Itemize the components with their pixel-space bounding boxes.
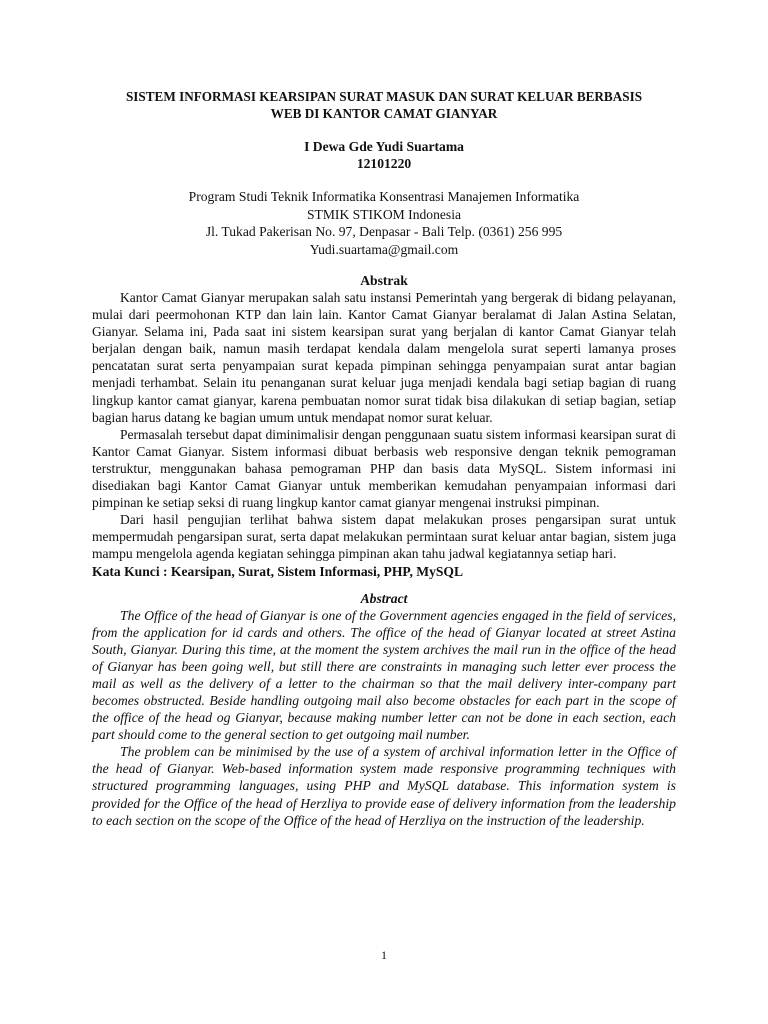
paper-title-line: SISTEM INFORMASI KEARSIPAN SURAT MASUK DAN SURAT KELUAR BERBASIS (125, 89, 643, 104)
paper-title (92, 88, 676, 122)
paper-title-line: WEB DI KANTOR CAMAT GIANYAR (270, 106, 498, 121)
abstract-paragraph: The problem can be minimised by the use of a system of archival information letter in the Office of the head of Gianyar. Web-based information system made responsive programming techniques with structured programming languages, using PHP and MySQL database. This information system is provided for the Office of the head of Herzliya to provide ease of delivery information from the leadership to each section on the scope of the Office of the head of Herzliya on the instruction of the leadership. (92, 744, 676, 828)
page-number: 1 (381, 948, 387, 962)
author-email: Yudi.suartama@gmail.com (309, 241, 459, 257)
keywords: Kata Kunci : Kearsipan, Surat, Sistem Informasi, PHP, MySQL (92, 563, 464, 579)
paper-content (92, 88, 676, 829)
abstrak-heading: Abstrak (360, 273, 408, 288)
abstrak-paragraph: Permasalah tersebut dapat diminimalisir dengan penggunaan suatu sistem informasi kearsipan surat di Kantor Camat Gianyar. Sistem informasi dibuat berbasis web responsive dengan teknik pemograman terstruktur, menggunakan bahasa pemograman PHP dan basis data MySQL. Sistem informasi ini disediakan bagi Kantor Camat Gianyar untuk memberikan kemudahan penyampaian informasi dari pimpinan ke setiap seksi di ruang lingkup kantor camat gianyar mengenai instruksi pimpinan. (92, 426, 676, 511)
abstrak-paragraph: Kantor Camat Gianyar merupakan salah satu instansi Pemerintah yang bergerak di bidang pelayanan, mulai dari peermohonan KTP dan lain lain. Kantor Camat Gianyar beralamat di Jalan Astina Selatan, Gianyar. Selama ini, Pada saat ini sistem kearsipan surat yang berjalan di kantor Camat Gianyar telah berjalan dengan baik, namun masih terdapat kendala dalam mengelola surat seperti lamanya proses pencatatan surat serta penyampaian surat kepada pimpinan sehingga penyampaian surat antar bagian menjadi terhambat. Selain itu penanganan surat keluar juga menjadi kendala bagi setiap bagian di ruang lingkup kantor camat gianyar, karena pembuatan nomor surat tidak bisa dilakukan di setiap bagian, setiap bagian harus datang ke bagian umum untuk mendapat nomor surat keluar. (92, 290, 676, 425)
affiliation-line: Program Studi Teknik Informatika Konsentrasi Manajemen Informatika (188, 189, 580, 204)
author-id: 12101220 (356, 156, 412, 171)
affiliation-line: STMIK STIKOM Indonesia (306, 206, 462, 222)
abstrak-paragraph: Dari hasil pengujian terlihat bahwa sistem dapat melakukan proses pengarsipan surat untuk mempermudah pengarsipan surat, serta dapat melakukan permintaan surat keluar antar bagian, sistem juga mampu mengelola agenda kegiatan sehingga pimpinan akan tahu jadwal kegiatannya setiap hari. (92, 512, 676, 562)
affiliation-line: Jl. Tukad Pakerisan No. 97, Denpasar - Bali Telp. (0361) 256 995 (205, 224, 563, 239)
author-name: I Dewa Gde Yudi Suartama (304, 139, 464, 154)
author-block (92, 138, 676, 172)
affiliation-block (92, 188, 676, 258)
abstract-heading: Abstract (360, 590, 408, 606)
abstract-paragraph: The Office of the head of Gianyar is one of the Government agencies engaged in the field of services, from the application for id cards and others. The office of the head of Gianyar located at street Astina South, Gianyar. During this time, at the moment the system archives the mail run in the office of the head of Gianyar has been going well, but still there are constraints in managing such letter ever process the mail as well as the delivery of a letter to the chairman so that the mail delivery inter-company part becomes obstructed. Beside handling outgoing mail also become obstacles for each part in the scope of the office of the head og Gianyar, because making number letter can not be done in each section, each part should come to the general section to get outgoing mail number. (92, 607, 676, 743)
